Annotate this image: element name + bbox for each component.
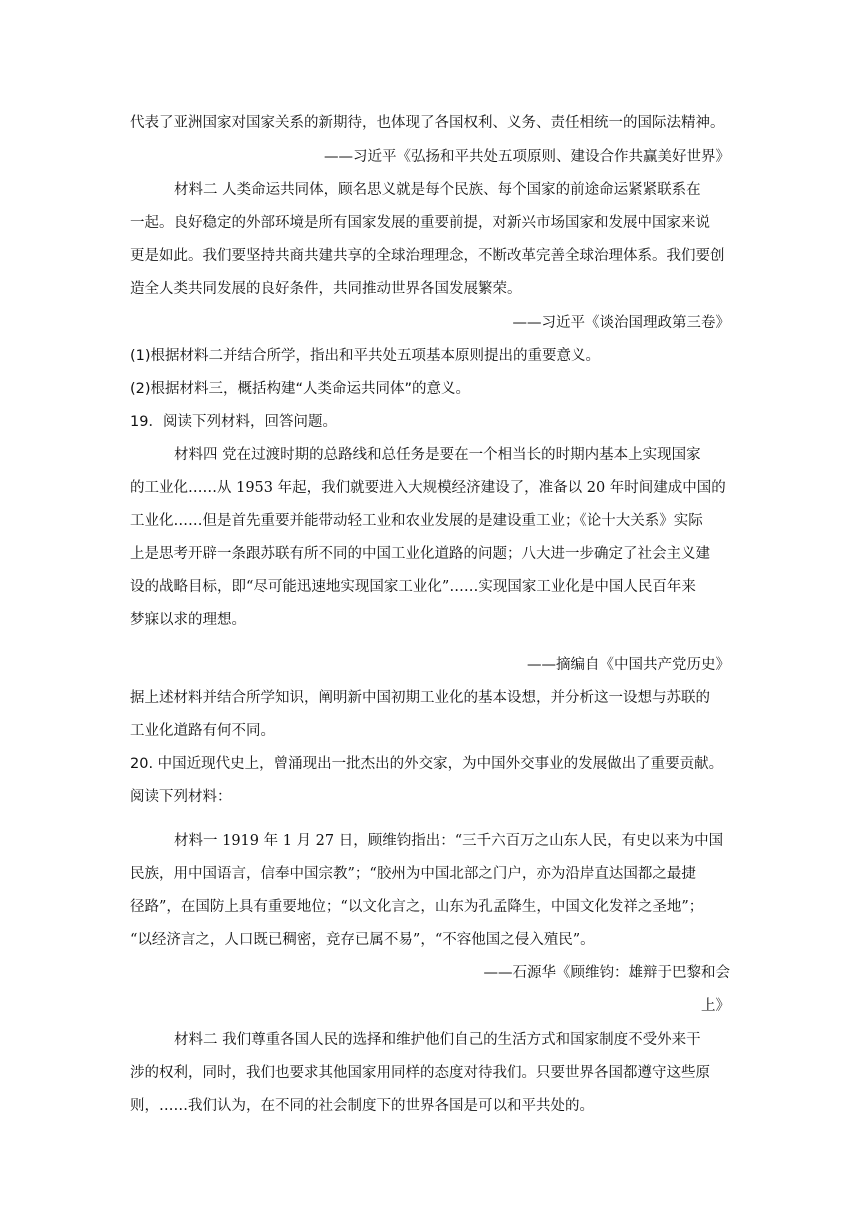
text-line: 上是思考开辟一条跟苏联有所不同的中国工业化道路的问题；八大进一步确定了社会主义建 <box>130 546 710 562</box>
source-citation-cont: 上》 <box>701 998 730 1014</box>
text-line: 工业化……但是首先重要并能带动轻工业和农业发展的是建设重工业；《论十大关系》实际 <box>130 513 703 529</box>
question-1: (1)根据材料二并结合所学，指出和平共处五项基本原则提出的重要意义。 <box>130 348 601 364</box>
material-paragraph: 材料一 1919 年 1 月 27 日，顾维钧指出：“三千六百万之山东人民，有史以来为中国 <box>174 833 724 849</box>
text-line: “以经济言之，人口既已稠密，竞存已属不易”，“不容他国之侵入殖民”。 <box>130 932 595 948</box>
question-heading-19: 19．阅读下列材料，回答问题。 <box>130 414 337 430</box>
source-citation: ——摘编自《中国共产党历史》 <box>527 657 730 673</box>
material-paragraph: 材料二 我们尊重各国人民的选择和维护他们自己的生活方式和国家制度不受外来干 <box>174 1032 701 1048</box>
source-citation: ——习近平《谈治国理政第三卷》 <box>512 315 730 331</box>
material-paragraph: 材料二 人类命运共同体，顾名思义就是每个民族、每个国家的前途命运紧紧联系在 <box>174 182 701 198</box>
text-line: 一起。良好稳定的外部环境是所有国家发展的重要前提，对新兴市场国家和发展中国家来说 <box>130 215 710 231</box>
text-line: 代表了亚洲国家对国家关系的新期待，也体现了各国权利、义务、责任相统一的国际法精神。 <box>130 115 725 131</box>
source-citation: ——习近平《弘扬和平共处五项原则、建设合作共赢美好世界》 <box>324 149 730 165</box>
text-line: 梦寐以求的理想。 <box>130 612 246 628</box>
text-line: 更是如此。我们要坚持共商共建共享的全球治理理念，不断改革完善全球治理体系。我们要创 <box>130 248 725 264</box>
text-line: 涉的权利，同时，我们也要求其他国家用同样的态度对待我们。只要世界各国都遵守这些原 <box>130 1065 710 1081</box>
question-heading-20: 20. 中国近现代史上，曾涌现出一批杰出的外交家，为中国外交事业的发展做出了重要贡献。 <box>130 756 724 772</box>
text-line: 造全人类共同发展的良好条件，共同推动世界各国发展繁荣。 <box>130 281 522 297</box>
question-text: 阅读下列材料： <box>130 789 232 805</box>
material-paragraph: 材料四 党在过渡时期的总路线和总任务是要在一个相当长的时期内基本上实现国家 <box>174 447 701 463</box>
text-line: 民族，用中国语言，信奉中国宗教”；“胶州为中国北部之门户，亦为沿岸直达国都之最捷 <box>130 866 696 882</box>
question-text: 据上述材料并结合所学知识，阐明新中国初期工业化的基本设想，并分析这一设想与苏联的 <box>130 690 710 706</box>
text-line: 径路”，在国防上具有重要地位；“以文化言之，山东为孔孟降生，中国文化发祥之圣地”； <box>130 899 704 915</box>
source-citation: ——石源华《顾维钧：雄辩于巴黎和会 <box>483 965 730 981</box>
text-line: 则，……我们认为，在不同的社会制度下的世界各国是可以和平共处的。 <box>130 1098 594 1114</box>
text-line: 设的战略目标，即“尽可能迅速地实现国家工业化”……实现国家工业化是中国人民百年来 <box>130 579 696 595</box>
question-2: (2)根据材料三，概括构建“人类命运共同体”的意义。 <box>130 381 471 397</box>
text-line: 的工业化……从 1953 年起，我们就要进入大规模经济建设了，准备以 20 年时间建成中国的 <box>130 480 726 496</box>
question-text: 工业化道路有何不同。 <box>130 723 275 739</box>
